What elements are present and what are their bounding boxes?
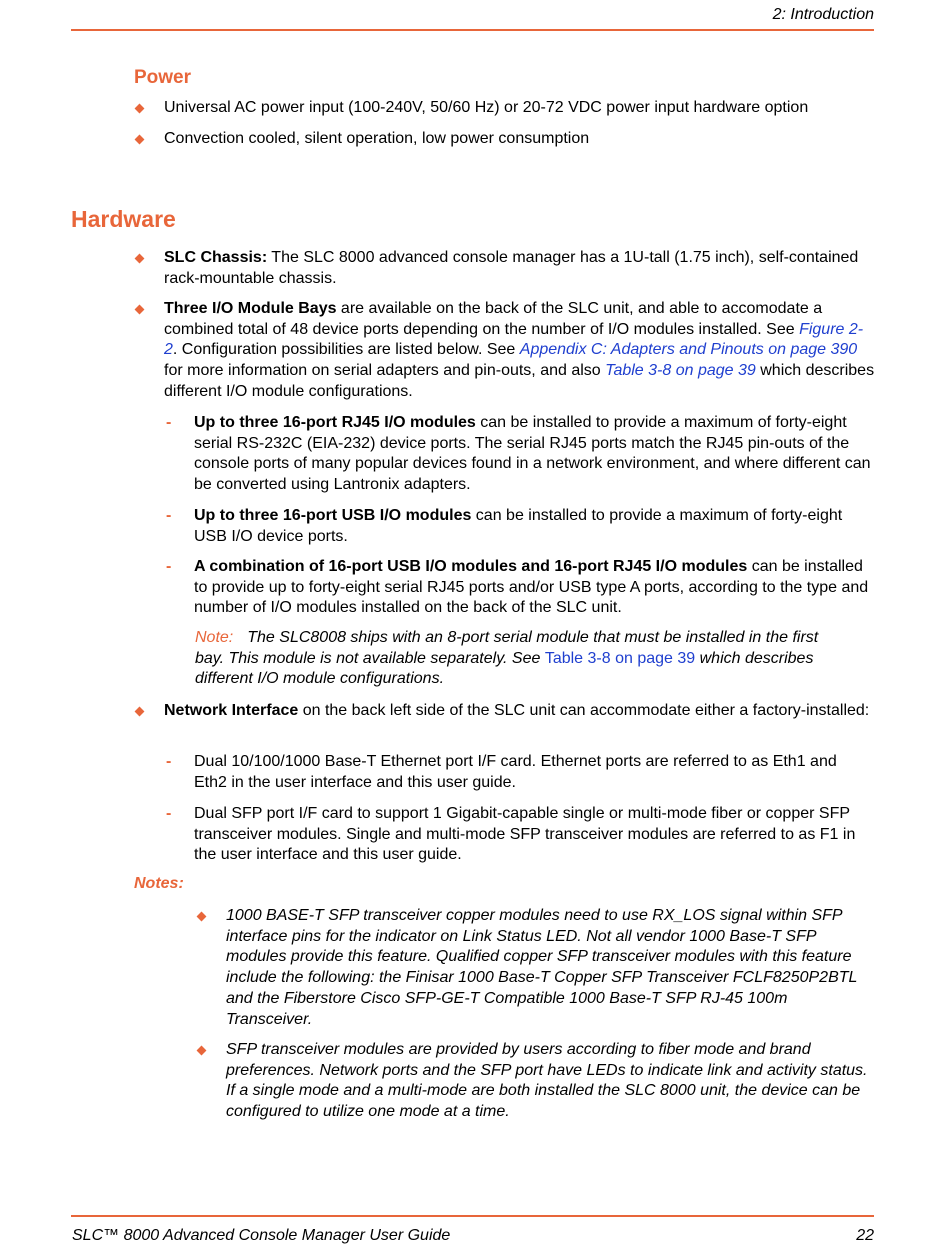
- note-item-text: SFP transceiver modules are provided by users according to fiber mode and brand preferences. Network ports and the SFP port have LEDs to indicate link and activity status. If a single mode and a multi-mode are both installed the SLC 8000 unit, the device can be configured to utilize one mode at a time.: [226, 1041, 868, 1121]
- sub-list-item-text: Dual SFP port I/F card to support 1 Gigabit-capable single or multi-mode fiber or copper SFP transceiver modules. Single and multi-mode SFP transceiver modules are referred to as F1 in the user interface and this user guide.: [194, 805, 856, 864]
- table-link[interactable]: Table 3-8 on page 39: [544, 649, 696, 667]
- list-item-text: Three I/O Module Bays are available on the back of the SLC unit, and able to accomodate a combined total of 48 device ports depending on the number of I/O modules installed. See Figure 2-2. Configuration possibilities are listed below. See Appendix C: Adapters and Pinouts on page 390 for more information on serial adapters and pin-outs, and also Table 3-8 on page 39 which describes different I/O module configurations.: [164, 300, 875, 400]
- section-heading-hardware: Hardware: [71, 206, 176, 232]
- note-block: Note: The SLC8008 ships with an 8-port serial module that must be installed in the first bay. This module is not available separately. See Table 3-8 on page 39 which describes different I/O module configurations.: [195, 629, 819, 688]
- dash-bullet-icon: -: [166, 753, 172, 770]
- section-heading-power: Power: [134, 67, 192, 88]
- dash-bullet-icon: -: [166, 805, 172, 822]
- dash-bullet-icon: -: [166, 414, 172, 431]
- bullet-diamond-icon: [197, 1046, 207, 1056]
- sub-list-item-text: Dual 10/100/1000 Base-T Ethernet port I/F card. Ethernet ports are referred to as Eth1 and Eth2 in the user interface and this user guide.: [194, 753, 837, 791]
- note-label: Note:: [195, 629, 234, 646]
- page-number: 22: [856, 1227, 874, 1244]
- appendix-link[interactable]: Appendix C: Adapters and Pinouts on page 390: [519, 341, 858, 359]
- note-item-text: 1000 BASE-T SFP transceiver copper modules need to use RX_LOS signal within SFP interface pins for the indicator on Link Status LED. Not all vendor 1000 Base-T SFP modules provide this feature. Qualified copper SFP transceiver modules with this feature include the following: the Finisar 1000 Base-T Copper SFP Transceiver FCLF8250P2BTL and the Fiberstore Cisco SFP-GE-T Compatible 1000 Base-T SFP RJ-45 100m Transceiver.: [226, 907, 858, 1028]
- sub-list-item-text: Up to three 16-port RJ45 I/O modules can be installed to provide a maximum of forty-eight serial RS-232C (EIA-232) device ports. The serial RJ45 ports match the RJ45 pin-outs of the console ports of many popular devices found in a network environment, and where different can be converted using Lantronix adapters.: [194, 414, 871, 494]
- bullet-diamond-icon: [135, 104, 145, 114]
- bullet-diamond-icon: [135, 707, 145, 717]
- bullet-diamond-icon: [197, 912, 207, 922]
- sub-list-item-text: A combination of 16-port USB I/O modules and 16-port RJ45 I/O modules can be installed to provide up to forty-eight serial RJ45 ports and/or USB type A ports, according to the type and number of I/O modules installed on the back of the SLC unit.: [194, 558, 869, 617]
- list-item-text: Universal AC power input (100-240V, 50/60 Hz) or 20-72 VDC power input hardware option: [164, 99, 809, 116]
- dash-bullet-icon: -: [166, 558, 172, 575]
- list-item-text: Convection cooled, silent operation, low power consumption: [164, 130, 590, 147]
- footer-title: SLC™ 8000 Advanced Console Manager User Guide: [72, 1227, 451, 1244]
- figure-link[interactable]: Figure 2-2: [164, 320, 864, 359]
- bullet-diamond-icon: [135, 254, 145, 264]
- header-rule: [71, 29, 874, 31]
- bullet-diamond-icon: [135, 135, 145, 145]
- dash-bullet-icon: -: [166, 507, 172, 524]
- bullet-diamond-icon: [135, 305, 145, 315]
- sub-list-item-text: Up to three 16-port USB I/O modules can be installed to provide a maximum of forty-eight USB I/O device ports.: [194, 507, 843, 545]
- running-header: 2: Introduction: [772, 6, 874, 23]
- table-link[interactable]: Table 3-8 on page 39: [605, 362, 756, 380]
- footer-rule: [71, 1215, 874, 1217]
- list-item-text: Network Interface on the back left side of the SLC unit can accommodate either a factory-installed:: [164, 702, 870, 719]
- notes-label: Notes:: [134, 875, 184, 892]
- list-item-text: SLC Chassis: The SLC 8000 advanced console manager has a 1U-tall (1.75 inch), self-contained rack-mountable chassis.: [164, 249, 859, 287]
